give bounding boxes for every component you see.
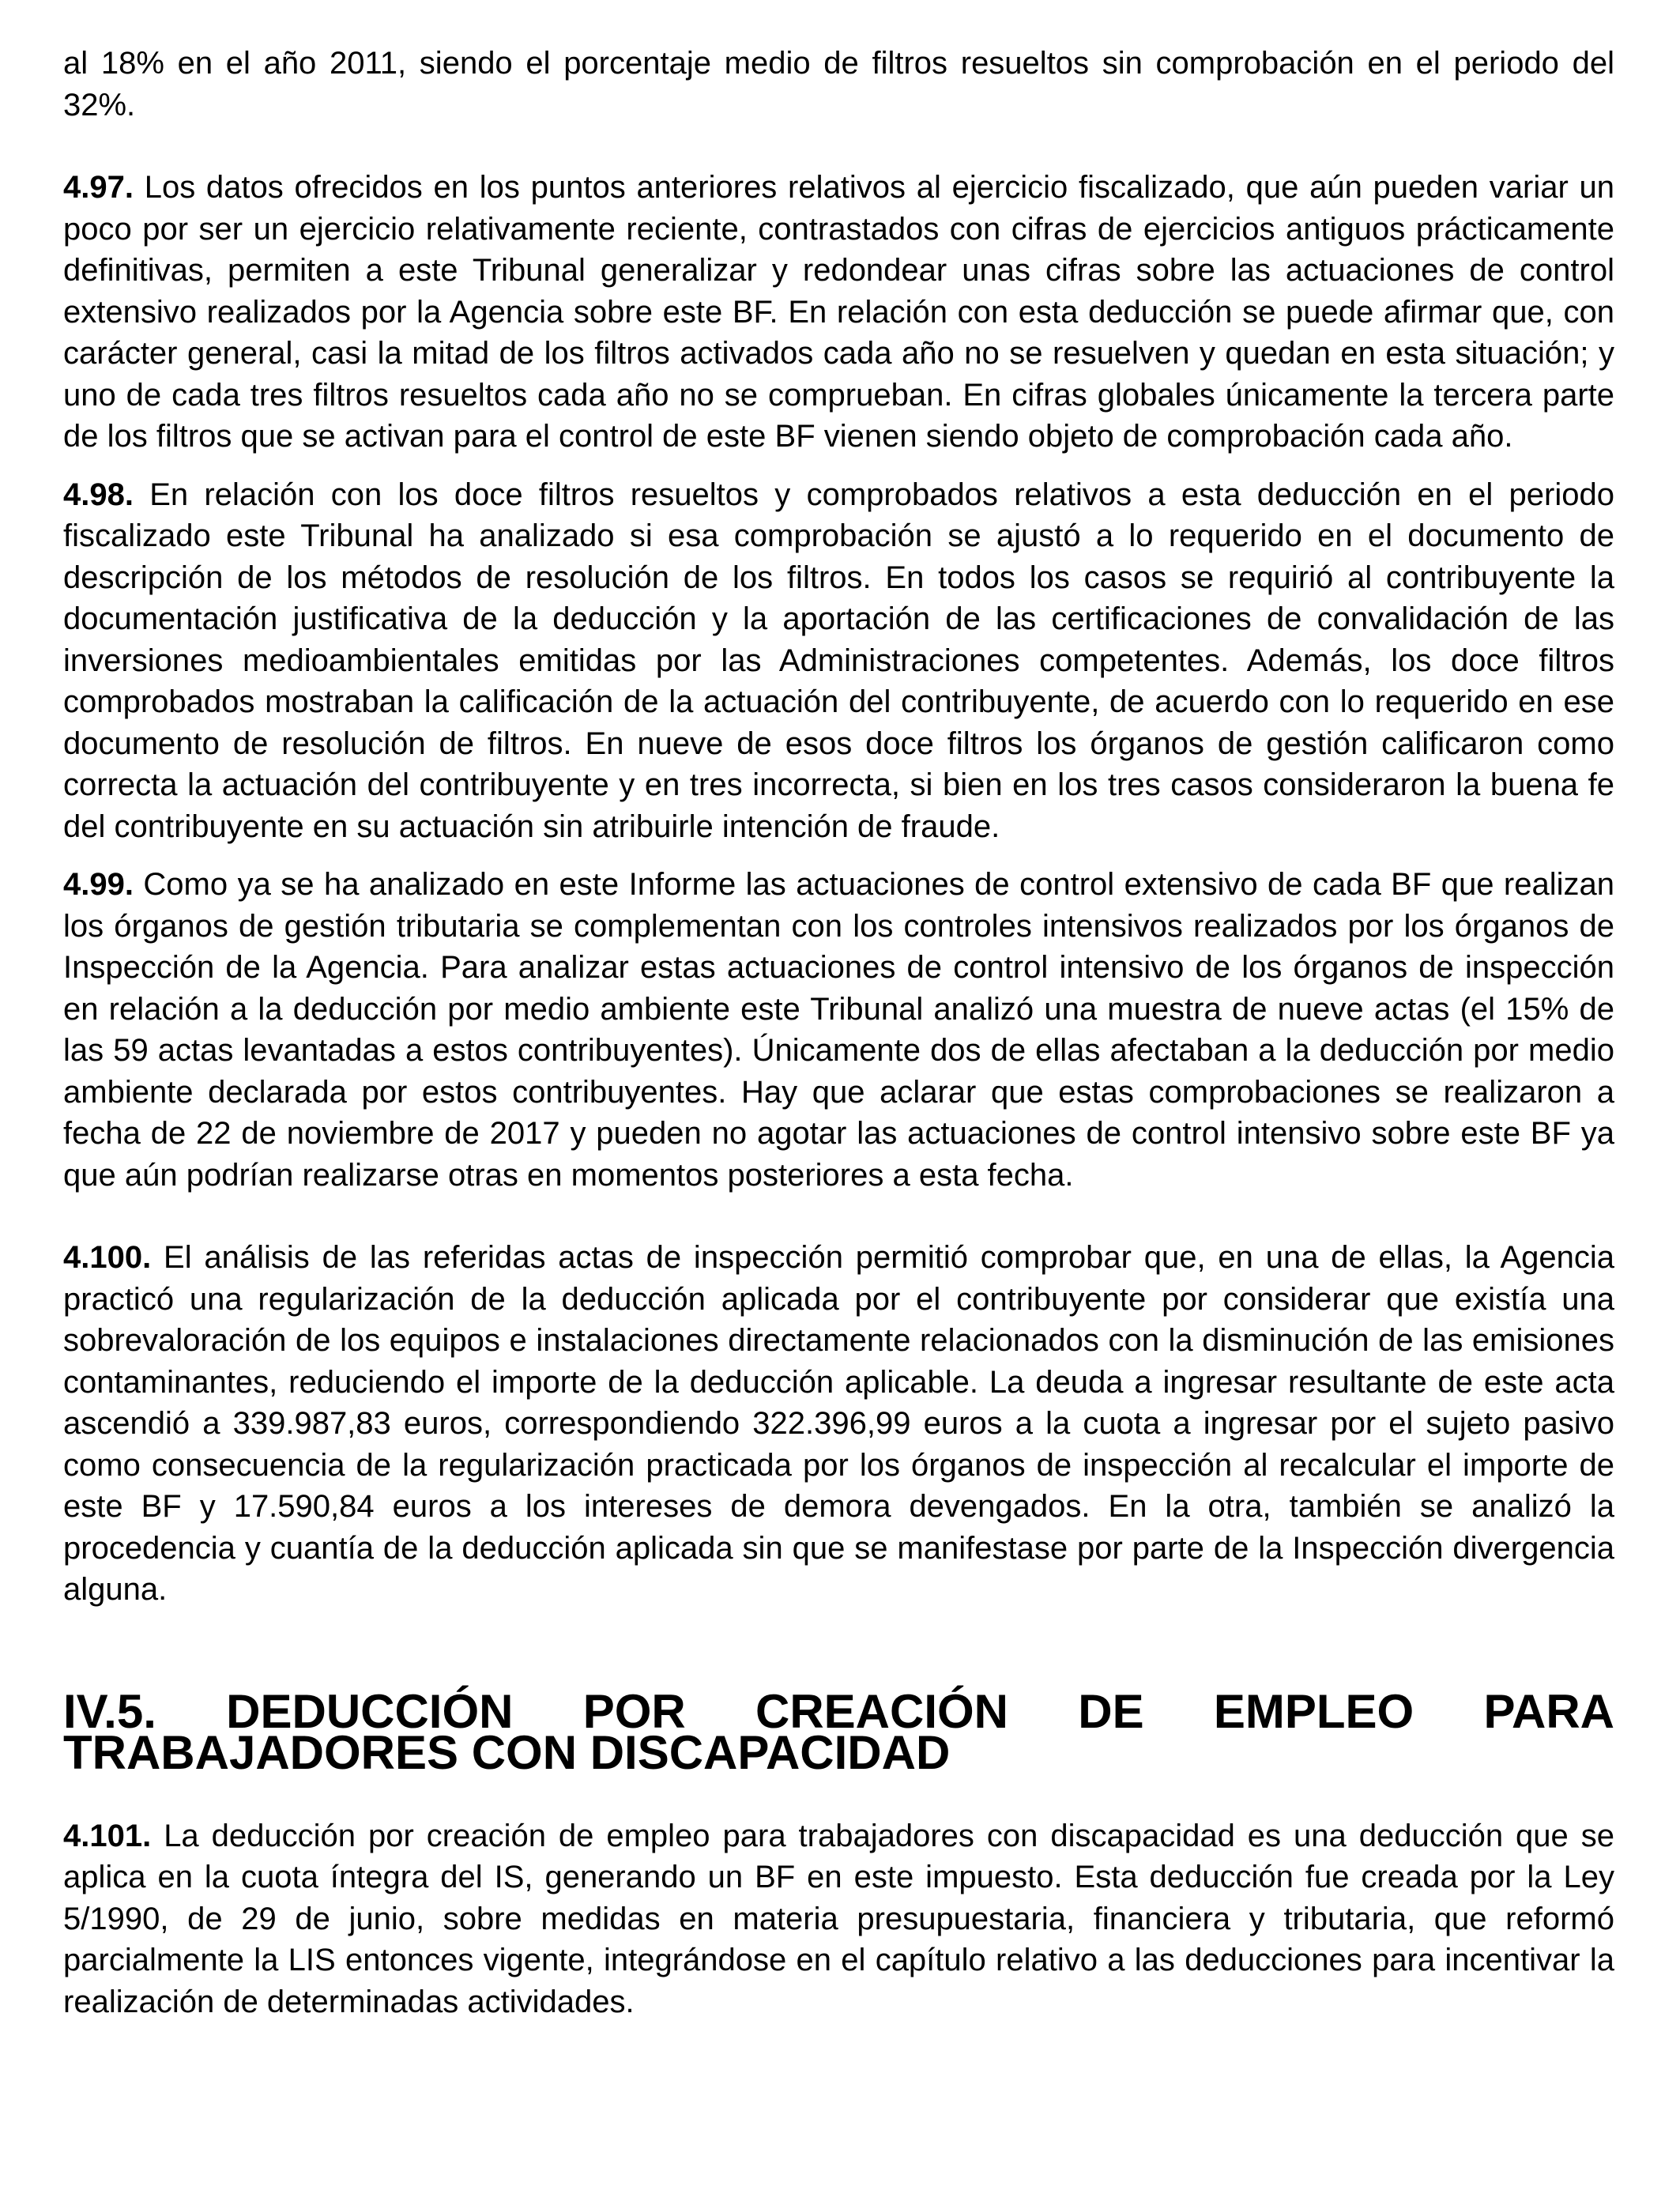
paragraph-number: 4.97. (63, 170, 134, 205)
intro-paragraph (63, 43, 1614, 126)
paragraph-text: En relación con los doce filtros resueltos y comprobados relativos a esta deducción en el periodo fiscalizado este Tribunal ha analizado si esa comprobación se ajustó a lo requerido en el documento de descripción de los métodos de resolución de los filtros. En todos los casos se requirió al contribuyente la documentación justificativa de la deducción y la aportación de las certificaciones de convalidación de las inversiones medioambientales emitidas por las Administraciones competentes. Además, los doce filtros comprobados mostraban la calificación de la actuación del contribuyente, de acuerdo con lo requerido en ese documento de resolución de filtros. En nueve de esos doce filtros los órganos de gestión calificaron como correcta la actuación del contribuyente y en tres incorrecta, si bien en los tres casos consideraron la buena fe del contribuyente en su actuación sin atribuirle intención de fraude. (63, 477, 1614, 844)
paragraph-number: 4.98. (63, 477, 134, 512)
paragraph-number: 4.100. (63, 1240, 152, 1275)
paragraph-text: El análisis de las referidas actas de inspección permitió comprobar que, en una de ellas, la Agencia practicó una regularización de la deducción aplicada por el contribuyente por considerar que existía una sobrevaloración de los equipos e instalaciones directamente relacionados con la disminución de las emisiones contaminantes, reduciendo el importe de la deducción aplicable. La deuda a ingresar resultante de este acta ascendió a 339.987,83 euros, correspondiendo 322.396,99 euros a la cuota a ingresar por el sujeto pasivo como consecuencia de la regularización practicada por los órganos de inspección al recalcular el importe de este BF y 17.590,84 euros a los intereses de demora devengados. En la otra, también se analizó la procedencia y cuantía de la deducción aplicada sin que se manifestase por parte de la Inspección divergencia alguna. (63, 1240, 1615, 1607)
paragraph-number: 4.99. (63, 867, 134, 902)
paragraph-4-100 (63, 1237, 1614, 1611)
paragraph-4-101 (63, 1815, 1614, 2023)
paragraph-text: Como ya se ha analizado en este Informe las actuaciones de control extensivo de cada BF que realizan los órganos de gestión tributaria se complementan con los controles intensivos realizados por los órganos de Inspección de la Agencia. Para analizar estas actuaciones de control intensivo de los órganos de inspección en relación a la deducción por medio ambiente este Tribunal analizó una muestra de nueve actas (el 15% de las 59 actas levantadas a estos contribuyentes). Únicamente dos de ellas afectaban a la deducción por medio ambiente declarada por estos contribuyentes. Hay que aclarar que estas comprobaciones se realizaron a fecha de 22 de noviembre de 2017 y pueden no agotar las actuaciones de control intensivo sobre este BF ya que aún podrían realizarse otras en momentos posteriores a esta fecha. (63, 867, 1614, 1193)
paragraph-text: Los datos ofrecidos en los puntos anteriores relativos al ejercicio fiscalizado, que aún pueden variar un poco por ser un ejercicio relativamente reciente, contrastados con cifras de ejercicios antiguos prácticamente definitivas, permiten a este Tribunal generalizar y redondear unas cifras sobre las actuaciones de control extensivo realizados por la Agencia sobre este BF. En relación con esta deducción se puede afirmar que, con carácter general, casi la mitad de los filtros activados cada año no se resuelven y quedan en esta situación; y uno de cada tres filtros resueltos cada año no se comprueban. En cifras globales únicamente la tercera parte de los filtros que se activan para el control de este BF vienen siendo objeto de comprobación cada año. (63, 170, 1614, 454)
paragraph-4-99 (63, 864, 1614, 1196)
paragraph-4-98 (63, 474, 1614, 848)
paragraph-4-97 (63, 167, 1614, 458)
document-page (63, 43, 1614, 2022)
paragraph-number: 4.101. (63, 1818, 152, 1853)
paragraph-text: al 18% en el año 2011, siendo el porcentaje medio de filtros resueltos sin comprobación en el periodo del 32%. (63, 46, 1614, 123)
section-heading: IV.5. DEDUCCIÓN POR CREACIÓN DE EMPLEO PARA TRABAJADORES CON DISCAPACIDAD (63, 1684, 1614, 1779)
paragraph-text: La deducción por creación de empleo para trabajadores con discapacidad es una deducción que se aplica en la cuota íntegra del IS, generando un BF en este impuesto. Esta deducción fue creada por la Ley 5/1990, de 29 de junio, sobre medidas en materia presupuestaria, financiera y tributaria, que reformó parcialmente la LIS entonces vigente, integrándose en el capítulo relativo a las deducciones para incentivar la realización de determinadas actividades. (63, 1818, 1614, 2019)
